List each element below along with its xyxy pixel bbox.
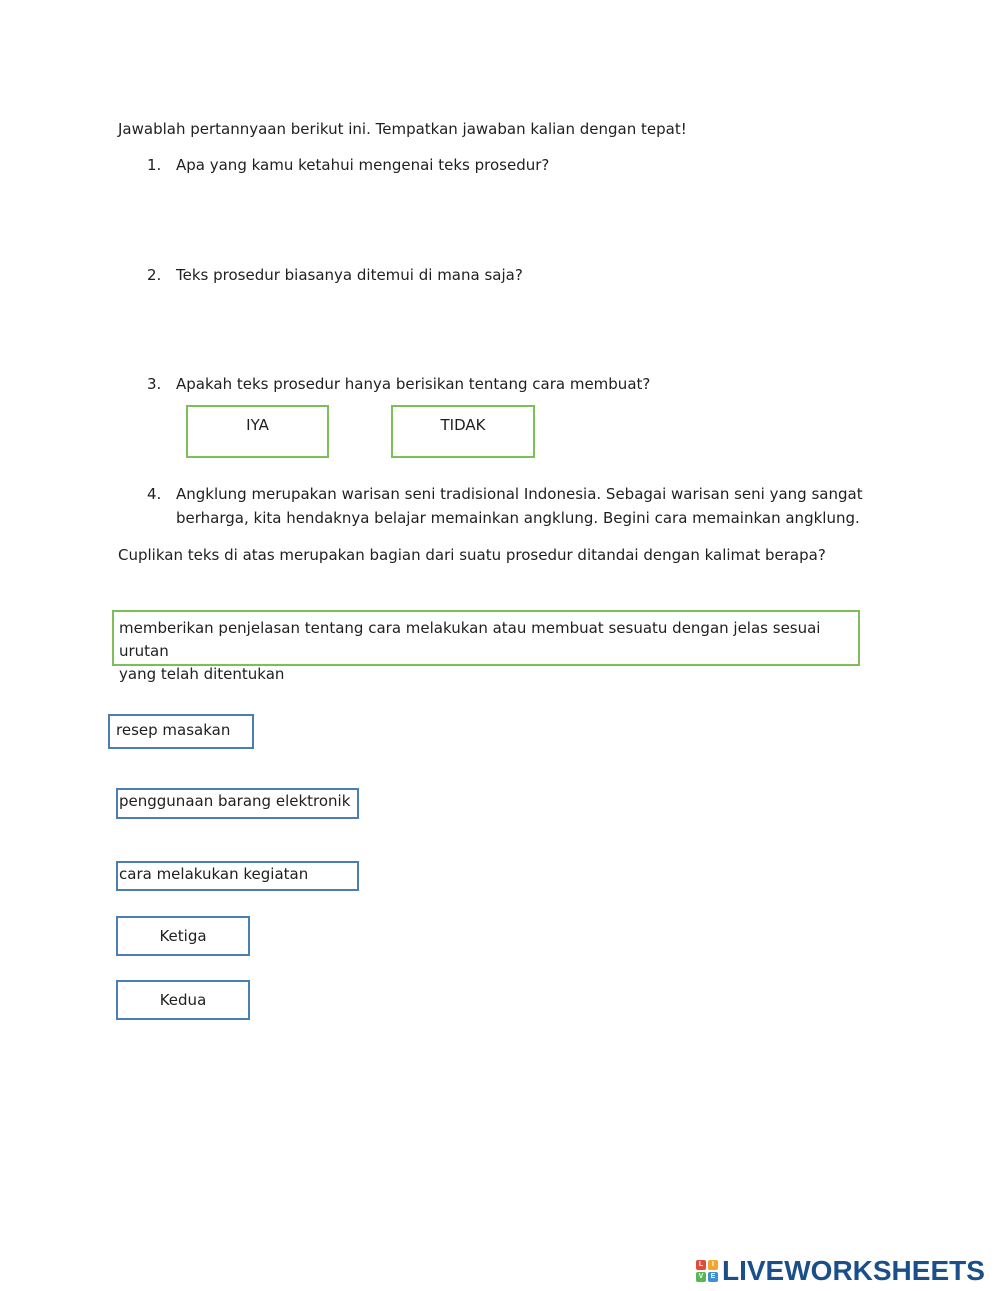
question-3-number: 3.: [147, 375, 162, 393]
question-2-number: 2.: [147, 266, 162, 284]
option-cara-melakukan-kegiatan[interactable]: [116, 861, 359, 891]
question-1-number: 1.: [147, 156, 162, 174]
option-kedua[interactable]: [116, 980, 250, 1020]
question-4-followup: Cuplikan teks di atas merupakan bagian dari suatu prosedur ditandai dengan kalimat berapa?: [118, 546, 826, 564]
option-label: Ketiga: [159, 927, 207, 945]
answer-definition-line1: memberikan penjelasan tentang cara melakukan atau membuat sesuatu dengan jelas sesuai urutan: [119, 619, 821, 660]
option-penggunaan-barang-elektronik[interactable]: [116, 788, 359, 819]
answer-definition-box[interactable]: [112, 610, 860, 683]
answer-yes-label: IYA: [246, 416, 269, 434]
logo-tiles-icon: [696, 1260, 718, 1282]
logo-tile: L: [696, 1260, 706, 1270]
logo-tile: V: [696, 1272, 706, 1282]
answer-yes-box[interactable]: [186, 405, 329, 458]
logo-text: LIVEWORKSHEETS: [722, 1255, 985, 1286]
question-3-text: Apakah teks prosedur hanya berisikan tentang cara membuat?: [176, 375, 651, 393]
question-1-text: Apa yang kamu ketahui mengenai teks prosedur?: [176, 156, 550, 174]
instruction-text: Jawablah pertannyaan berikut ini. Tempatkan jawaban kalian dengan tepat!: [118, 120, 687, 138]
option-label: resep masakan: [116, 721, 231, 739]
option-label: Kedua: [159, 991, 207, 1009]
question-2-text: Teks prosedur biasanya ditemui di mana saja?: [176, 266, 523, 284]
option-label: cara melakukan kegiatan: [119, 865, 309, 883]
logo-tile: E: [708, 1272, 718, 1282]
option-ketiga[interactable]: [116, 916, 250, 956]
answer-no-box[interactable]: [391, 405, 535, 458]
option-resep-masakan[interactable]: [108, 714, 254, 749]
answer-definition-line2: yang telah ditentukan: [119, 665, 285, 683]
answer-no-label: TIDAK: [440, 416, 486, 434]
question-4-number: 4.: [147, 485, 162, 503]
liveworksheets-logo: [696, 1254, 985, 1288]
question-4-text-line2: berharga, kita hendaknya belajar memainkan angklung. Begini cara memainkan angklung.: [176, 509, 860, 527]
option-label: penggunaan barang elektronik: [119, 792, 351, 810]
logo-tile: I: [708, 1260, 718, 1270]
question-4-text-line1: Angklung merupakan warisan seni tradisional Indonesia. Sebagai warisan seni yang sangat: [176, 485, 863, 503]
